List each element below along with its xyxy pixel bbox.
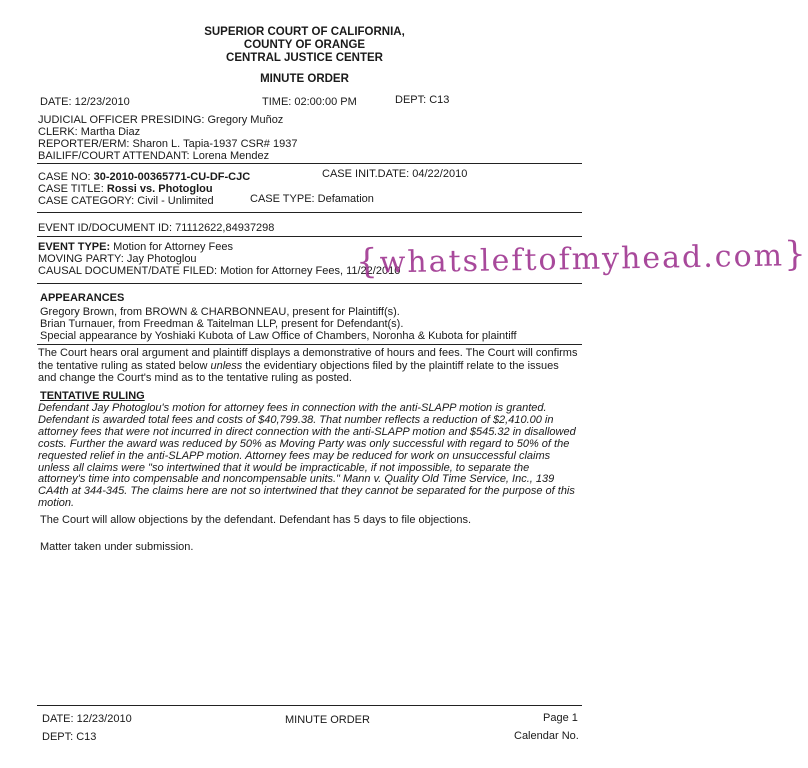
divider (37, 236, 582, 237)
watermark-open-brace: { (355, 241, 381, 282)
appearances-heading: APPEARANCES (40, 292, 125, 304)
hearing-text-part2: the evidentiary objections filed by the plaintiff relate to the issues and change the Court's mind as to the tentative ruling as posted. (38, 359, 559, 384)
case-init-date: CASE INIT.DATE: 04/22/2010 (322, 168, 468, 180)
divider (37, 344, 582, 345)
objections-note: The Court will allow objections by the defendant. Defendant has 5 days to file objections. (40, 514, 472, 526)
case-title-value: Rossi vs. Photoglou (106, 183, 213, 195)
case-number-label: CASE NO: (38, 171, 94, 183)
reporter: REPORTER/ERM: Sharon L. Tapia-1937 CSR# 1937 (38, 138, 298, 150)
hearing-dept: DEPT: C13 (395, 94, 450, 106)
county-name: COUNTY OF ORANGE (243, 39, 366, 51)
watermark-close-brace: } (783, 234, 808, 275)
hearing-text-part1: The Court hears oral argument and plaintiff displays a demonstrative of hours and fees. The Court will confirms the tentative ruling as stated below (38, 347, 578, 372)
watermark-url: whatsleftofmyhead.com (379, 238, 785, 281)
divider (37, 283, 582, 284)
moving-party: MOVING PARTY: Jay Photoglou (38, 253, 197, 265)
appearance-plaintiff: Gregory Brown, from BROWN & CHARBONNEAU, present for Plaintiff(s). (40, 306, 400, 318)
causal-document: CAUSAL DOCUMENT/DATE FILED: Motion for Attorney Fees, 11/22/2010 (38, 265, 401, 277)
divider (37, 163, 582, 164)
footer-title: MINUTE ORDER (285, 714, 370, 726)
case-type: CASE TYPE: Defamation (250, 193, 374, 205)
document-title: MINUTE ORDER (260, 73, 349, 85)
footer-date: DATE: 12/23/2010 (42, 713, 132, 725)
justice-center: CENTRAL JUSTICE CENTER (226, 52, 383, 64)
bailiff: BAILIFF/COURT ATTENDANT: Lorena Mendez (38, 150, 270, 162)
hearing-paragraph (38, 347, 578, 385)
tentative-ruling-heading: TENTATIVE RULING (40, 390, 145, 402)
event-document-id: EVENT ID/DOCUMENT ID: 71112622,84937298 (38, 222, 275, 234)
event-type-value: Motion for Attorney Fees (110, 241, 234, 253)
judicial-officer: JUDICIAL OFFICER PRESIDING: Gregory Muñoz (38, 114, 284, 126)
hearing-text-unless: unless (210, 359, 243, 372)
court-name: SUPERIOR COURT OF CALIFORNIA, (204, 26, 405, 38)
case-category: CASE CATEGORY: Civil - Unlimited (38, 195, 214, 207)
submission-note: Matter taken under submission. (40, 541, 194, 553)
case-title-label: CASE TITLE: (38, 183, 107, 195)
appearance-defendant: Brian Turnauer, from Freedman & Taitelman LLP, present for Defendant(s). (40, 318, 404, 330)
divider (37, 212, 582, 213)
footer-dept: DEPT: C13 (42, 731, 97, 743)
appearance-special: Special appearance by Yoshiaki Kubota of Law Office of Chambers, Noronha & Kubota for plaintiff (40, 330, 517, 342)
footer-page: Page 1 (543, 712, 578, 724)
clerk: CLERK: Martha Diaz (38, 126, 141, 138)
case-number-value: 30-2010-00365771-CU-DF-CJC (93, 171, 251, 183)
footer-calendar: Calendar No. (514, 730, 579, 742)
hearing-time: TIME: 02:00:00 PM (262, 96, 357, 108)
watermark-text (356, 234, 808, 282)
event-type-label: EVENT TYPE: (38, 241, 111, 253)
hearing-date: DATE: 12/23/2010 (40, 96, 130, 108)
footer-divider (37, 705, 582, 706)
tentative-ruling-body: Defendant Jay Photoglou's motion for attorney fees in connection with the anti-SLAPP motion is granted. Defendant is awarded total fees and costs of $40,799.38. That number reflects a reduction of $2,410.00 in attorney fees that were not incurred in direct connection with the anti-SLAPP motion and $545.32 in disallowed costs. Further the award was reduced by 50% as Moving Party was only successful with regard to 50% of the requested relief in the anti-SLAPP motion. Attorney fees may be reduced for work on unsuccessful claims unless all claims were "so intertwined that it would be impracticable, if not impossible, to separate the attorney's time into compensable and noncompensable units." Mann v. Quality Old Time Service, Inc., 139 CA4th at 344-345. The claims here are not so intertwined that they cannot be separated for the purpose of this motion. (38, 402, 576, 510)
